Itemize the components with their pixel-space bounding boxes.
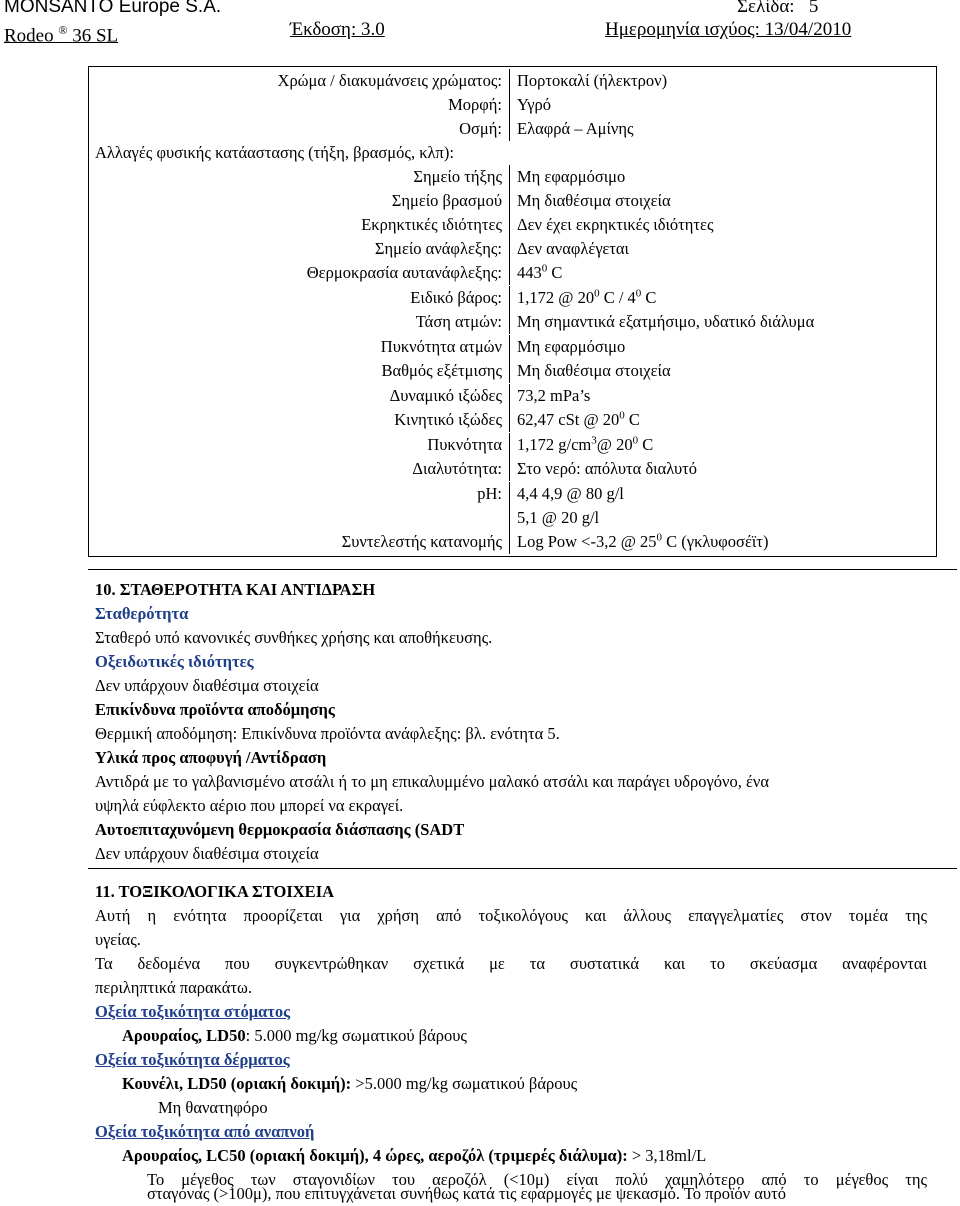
inhalation-toxicity-value: Αρουραίος, LC50 (οριακή δοκιμή), 4 ώρες, αεροζόλ (τριμερές διάλυμα): > 3,18ml/L <box>122 1146 707 1165</box>
table-row: Δυναμικό ιξώδες 73,2 mPa’s <box>89 384 936 408</box>
validity-date: Ημερομηνία ισχύος: 13/04/2010 <box>605 19 852 40</box>
inhalation-note-line-1: Το μέγεθος των σταγονιδίων του αεροζόλ (<10μ) είναι πολύ χαμηλότερο από το μέγεθος της <box>147 1170 927 1189</box>
table-row: Εκρηκτικές ιδιότητες Δεν έχει εκρηκτικές ιδιότητες <box>89 213 936 237</box>
intro-line-4: περιληπτικά παρακάτω. <box>95 978 253 997</box>
avoid-text-line-1: Αντιδρά με το γαλβανισμένο ατσάλι ή το μη επικαλυμμένο μαλακό ατσάλι και παράγει υδρογόνο, ένα <box>95 772 770 791</box>
avoid-heading: Υλικά προς αποφυγή /Αντίδραση <box>95 748 327 767</box>
inhalation-toxicity-heading: Οξεία τοξικότητα από αναπνοή <box>95 1122 315 1141</box>
table-row: Πυκνότητα 1,172 $g/cm^3@$ $20^0$ C <box>89 433 936 457</box>
oxidizing-heading: Οξειδωτικές ιδιότητες <box>95 652 254 671</box>
table-row: 5,1 @ 20 g/l <box>89 506 936 530</box>
dermal-toxicity-heading: Οξεία τοξικότητα δέρματος <box>95 1050 290 1069</box>
physical-properties-table <box>88 66 937 557</box>
intro-line-1: Αυτή η ενότητα προορίζεται για χρήση από τοξικολόγους και άλλους επαγγελματίες στον τομέα της <box>95 906 927 925</box>
table-row: Συντελεστής κατανομής Log Pow <-3,2 @ $25^0$ C (γκλυφοσέϊτ) <box>89 530 936 554</box>
table-row: Μορφή: Υγρό <box>89 93 936 117</box>
section-divider <box>88 569 957 570</box>
table-row: Διαλυτότητα: Στο νερό: απόλυτα διαλυτό <box>89 457 936 481</box>
section-11-title: 11. ΤΟΞΙΚΟΛΟΓΙΚΑ ΣΤΟΙΧΕΙΑ <box>95 882 335 901</box>
table-row: Κινητικό ιξώδες 62,47 cSt @ $20^0$ C <box>89 408 936 432</box>
table-row: Σημείο τήξης Μη εφαρμόσιμο <box>89 165 936 189</box>
table-row: Αλλαγές φυσικής κατάαστασης (τήξη, βρασμός, κλπ): <box>95 143 454 162</box>
table-row: Οσμή: Ελαφρά – Αμίνης <box>89 117 936 141</box>
sadt-heading: Αυτοεπιταχυνόμενη θερμοκρασία διάσπασης (SADT <box>95 820 465 839</box>
dermal-toxicity-note: Μη θανατηφόρο <box>158 1098 268 1117</box>
intro-line-2: υγείας. <box>95 930 141 949</box>
decomposition-text: Θερμική αποδόμηση: Επικίνδυνα προϊόντα ανάφλεξης: βλ. ενότητα 5. <box>95 724 560 743</box>
decomposition-heading: Επικίνδυνα προϊόντα αποδόμησης <box>95 700 335 719</box>
version: Έκδοση: 3.0 <box>290 19 385 40</box>
inhalation-note-line-2: σταγόνας (>100μ), που επιτυγχάνεται συνήθως κατά τις εφαρμογές με ψεκασμό. Το προϊόν αυτό <box>147 1184 786 1203</box>
table-row: Ειδικό βάρος: 1,172 @ $20^0$ C / $4^0$ C <box>89 286 936 310</box>
section-10-title: 10. ΣΤΑΘΕΡΟΤΗΤΑ ΚΑΙ ΑΝΤΙΔΡΑΣΗ <box>95 580 376 599</box>
table-row: Σημείο βρασμού Μη διαθέσιμα στοιχεία <box>89 189 936 213</box>
table-row: Χρώμα / διακυμάνσεις χρώματος: Πορτοκαλί (ήλεκτρον) <box>89 69 936 93</box>
table-row: Θερμοκρασία αυτανάφλεξης: $443^0$ C <box>89 261 936 285</box>
page-number: 5 <box>808 0 819 17</box>
oral-toxicity-heading: Οξεία τοξικότητα στόματος <box>95 1002 291 1021</box>
table-row: Βαθμός εξέτμισης Μη διαθέσιμα στοιχεία <box>89 359 936 383</box>
stability-text: Σταθερό υπό κανονικές συνθήκες χρήσης και αποθήκευσης. <box>95 628 493 647</box>
stability-heading: Σταθερότητα <box>95 604 189 623</box>
product-name: Rodeo ® 36 SL <box>4 23 119 47</box>
avoid-text-line-2: υψηλά εύφλεκτο αέριο που μπορεί να εκραγεί. <box>95 796 404 815</box>
page-label: Σελίδα: 5 <box>737 0 818 18</box>
table-row: Σημείο ανάφλεξης: Δεν αναφλέγεται <box>89 237 936 261</box>
sadt-text: Δεν υπάρχουν διαθέσιμα στοιχεία <box>95 844 319 863</box>
company-name: MONSANTO Europe S.A. <box>4 0 222 17</box>
dermal-toxicity-value: Κουνέλι, LD50 (οριακή δοκιμή): >5.000 mg/kg σωματικού βάρους <box>122 1074 578 1093</box>
intro-line-3: Τα δεδομένα που συγκεντρώθηκαν σχετικά με τα συστατικά και το σκεύασμα αναφέρονται <box>95 954 927 973</box>
table-row: Τάση ατμών: Μη σημαντικά εξατμήσιμο, υδατικό διάλυμα <box>89 310 936 334</box>
table-row: pH: 4,4 4,9 @ 80 g/l <box>89 482 936 506</box>
oral-toxicity-value: Αρουραίος, LD50: 5.000 mg/kg σωματικού βάρους <box>122 1026 467 1045</box>
oxidizing-text: Δεν υπάρχουν διαθέσιμα στοιχεία <box>95 676 319 695</box>
section-divider <box>88 868 957 869</box>
table-row: Πυκνότητα ατμών Μη εφαρμόσιμο <box>89 335 936 359</box>
